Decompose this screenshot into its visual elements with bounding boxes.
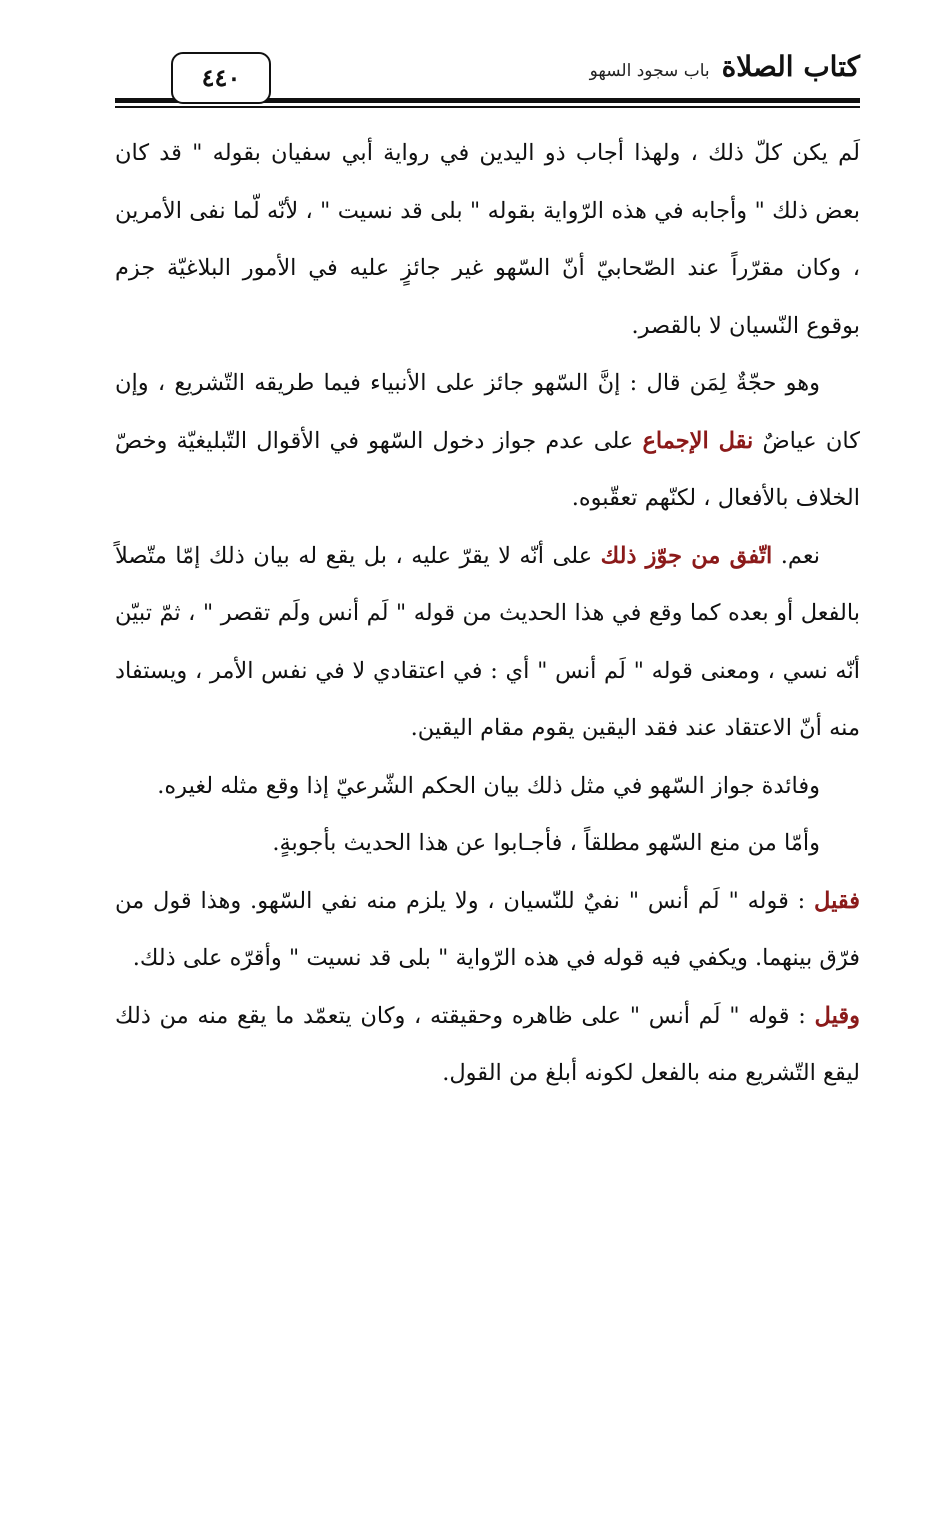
page-number: ٤٤٠ (171, 52, 271, 104)
paragraph-text: وأمّا من منع السّهو مطلقاً ، فأجـابوا عن هذا الحديث بأجوبةٍ. (272, 830, 820, 856)
paragraph-text: لَم يكن كلّ ذلك ، ولهذا أجاب ذو اليدين في رواية أبي سفيان بقوله " قد كان بعض ذلك " وأجابه في هذه الرّواية بقوله " بلى قد نسيت " ، لأنّه لّما نفى الأمرين ، وكان مقرّراً عند الصّحابيّ أنّ السّهو غير جائزٍ عليه في الأمور البلاغيّة جزم بوقوع النّسيان لا بالقصر. (115, 140, 860, 339)
paragraph (115, 988, 860, 1103)
paragraph-text: على عدم جواز دخول السّهو في الأقوال التّبليغيّة وخصّ الخلاف بالأفعال ، لكنّهم تعقّبوه. (115, 427, 860, 511)
paragraph-text: نعم. (772, 542, 820, 569)
page-header (115, 48, 860, 110)
paragraph (115, 355, 860, 528)
chapter-title: باب سجود السهو (589, 61, 710, 81)
highlighted-phrase: فقيل (814, 887, 860, 914)
page-body (115, 125, 860, 1103)
paragraph-text: وهو حجّةٌ لِمَن قال : إنَّ السّهو جائز على الأنبياء فيما طريقه التّشريع ، وإن كان عياضٌ (115, 370, 860, 454)
paragraph-text: : قوله " لَم أنس " على ظاهره وحقيقته ، وكان يتعمّد ما يقع منه من ذلك ليقع التّشريع منه بالفعل لكونه أبلغ من القول. (115, 1002, 860, 1086)
highlighted-phrase: وقيل (814, 1002, 860, 1029)
paragraph (115, 125, 860, 355)
paragraph (115, 528, 860, 758)
highlighted-phrase: نقل الإجماع (642, 427, 754, 454)
paragraph (115, 815, 860, 873)
paragraph (115, 758, 860, 816)
paragraph-text: : قوله " لَم أنس " نفيٌ للنّسيان ، ولا يلزم منه نفي السّهو. وهذا قول من فرّق بينهما. ويكفي فيه قوله في هذه الرّواية " بلى قد نسيت " وأقرّه على ذلك. (115, 887, 860, 971)
paragraph (115, 873, 860, 988)
running-title (590, 50, 860, 83)
header-rule-thin (115, 106, 860, 108)
paragraph-text: على أنّه لا يقرّ عليه ، بل يقع له بيان ذلك إمّا متّصلاً بالفعل أو بعده كما وقع في هذا الحديث من قوله " لَم أنس ولَم تقصر " ، ثمّ تبيّن أنّه نسي ، ومعنى قوله " لَم أنس " أي : في اعتقادي لا في نفس الأمر ، ويستفاد منه أنّ الاعتقاد عند فقد اليقين يقوم مقام اليقين. (115, 542, 860, 741)
book-title: كتاب الصلاة (721, 50, 860, 83)
paragraph-text: وفائدة جواز السّهو في مثل ذلك بيان الحكم الشّرعيّ إذا وقع مثله لغيره. (157, 772, 820, 799)
highlighted-phrase: اتّفق من جوّز ذلك (600, 542, 773, 569)
